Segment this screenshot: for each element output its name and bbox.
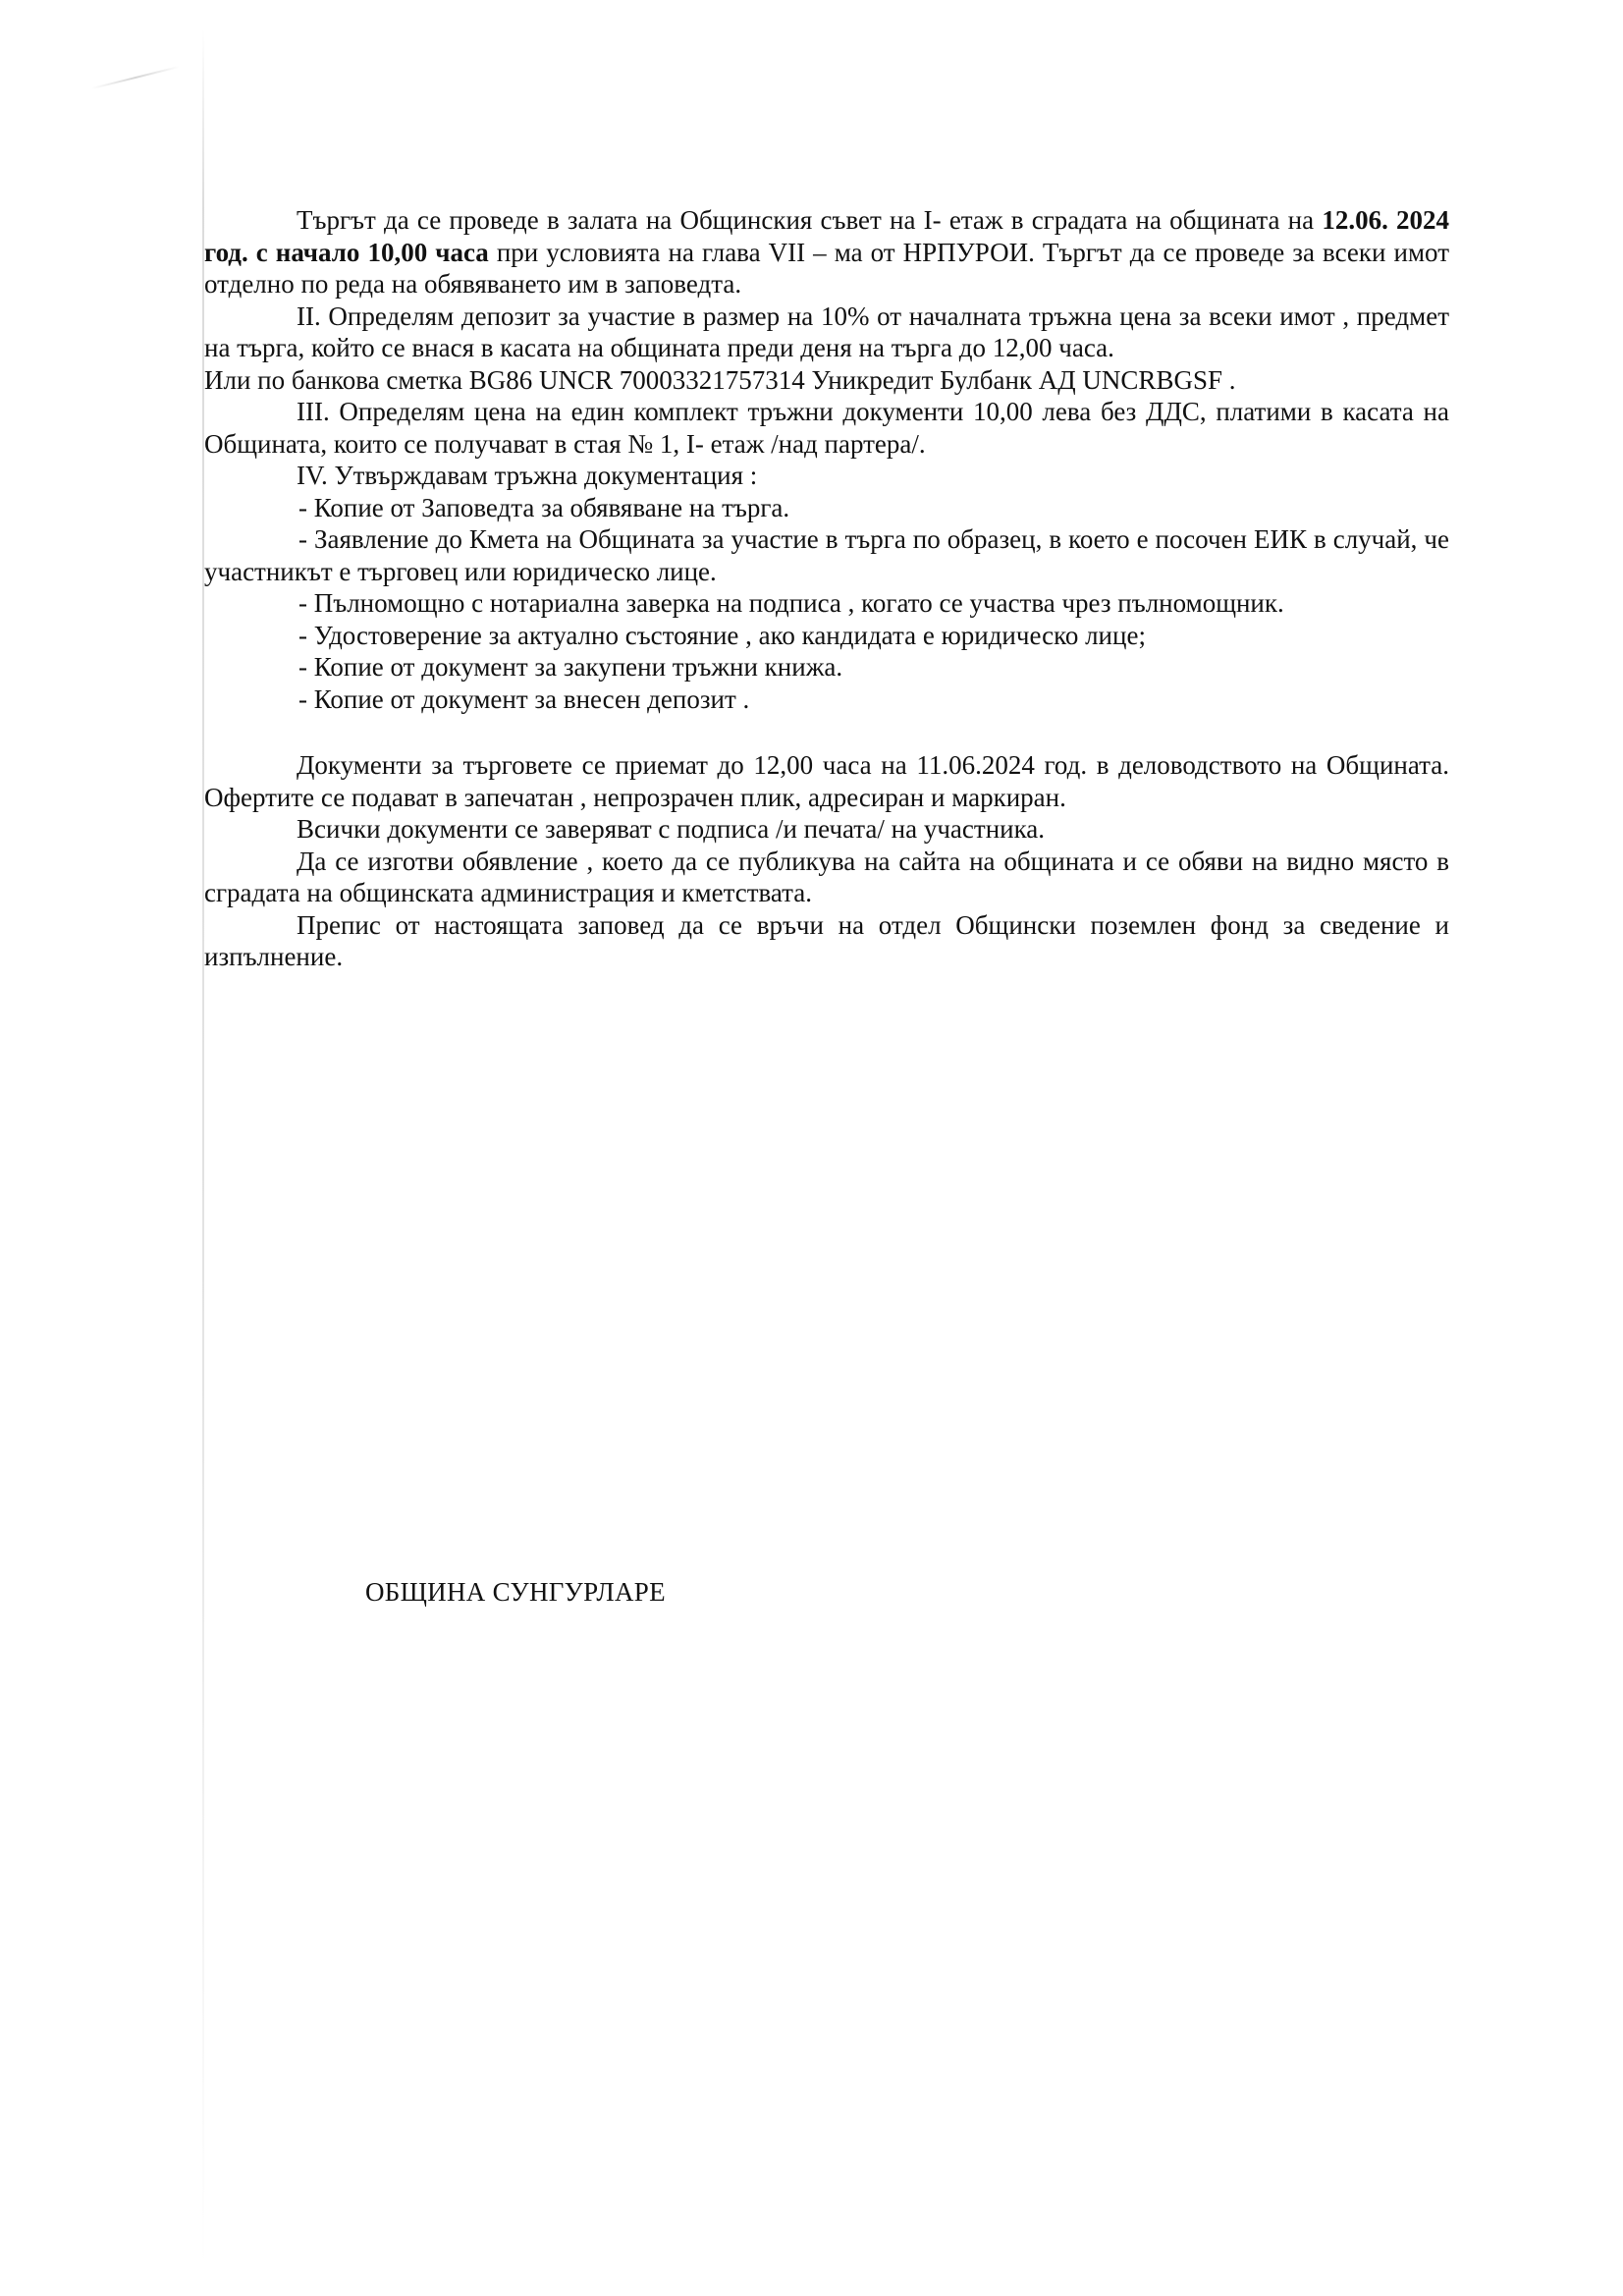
auction-date-time: 12.06. 2024 год. с начало 10,00 часа — [204, 205, 1449, 267]
list-item-order-copy: - Копие от Заповедта за обявяване на търга. — [298, 492, 790, 522]
signature-municipality: ОБЩИНА СУНГУРЛАРЕ — [365, 1577, 666, 1607]
paragraph-submission-deadline: Документи за търговете се приемат до 12,00 часа на 11.06.2024 год. в деловодството на Общината. Офертите се подават в запечатан , непрозрачен плик, адресиран и маркиран. — [204, 750, 1449, 812]
list-item-purchase-copy: - Копие от документ за закупени тръжни книжа. — [298, 652, 843, 682]
list-item-certificate: - Удостоверение за актуално състояние , ако кандидата е юридическо лице; — [298, 620, 1146, 650]
auction-venue-text-a: Търгът да се проведе в залата на Общинския съвет на I- етаж в сградата на общината на — [297, 205, 1323, 235]
paragraph-document-price: III. Определям цена на един комплект тръжни документи 10,00 лева без ДДС, платими в касата на Общината, които се получават в стая № 1, I- етаж /над партера/. — [204, 397, 1449, 459]
auction-venue-text-b: при условията на глава VII – ма от НРПУРОИ. Търгът да се проведе за всеки имот отделно по реда на обявяването им в заповедта. — [204, 237, 1449, 299]
paragraph-certification: Всички документи се заверяват с подписа /и печата/ на участника. — [297, 814, 1046, 844]
list-item-application: - Заявление до Кмета на Общината за участие в търга по образец, в което е посочен ЕИК в случай, че участникът е търговец или юридическо лице. — [204, 524, 1449, 586]
list-item-deposit-copy: - Копие от документ за внесен депозит . — [298, 683, 750, 714]
list-item-power-of-attorney: - Пълномощно с нотариална заверка на подписа , когато се участва чрез пълномощник. — [298, 588, 1284, 618]
paragraph-copy-delivery: Препис от настоящата заповед да се връчи на отдел Общински поземлен фонд за сведение и изпълнение. — [204, 909, 1449, 971]
paragraph-documentation-heading: IV. Утвърждавам тръжна документация : — [297, 461, 758, 490]
scan-speck — [91, 66, 180, 89]
document-body — [204, 204, 1449, 973]
paragraph-announcement: Да се изготви обявление , което да се публикува на сайта на общината и се обяви на видно място в сградата на общинската администрация и кметствата. — [204, 846, 1449, 907]
spacer — [204, 715, 1449, 749]
paragraph-deposit: II. Определям депозит за участие в размер на 10% от началната тръжна цена за всеки имот , предмет на търга, който се внася в касата на общината преди деня на търга до 12,00 часа. — [204, 301, 1449, 362]
paragraph-auction-venue — [204, 204, 1449, 301]
paragraph-bank-account: Или по банкова сметка BG86 UNCR 70003321757314 Уникредит Булбанк АД UNCRBGSF . — [204, 364, 1236, 395]
